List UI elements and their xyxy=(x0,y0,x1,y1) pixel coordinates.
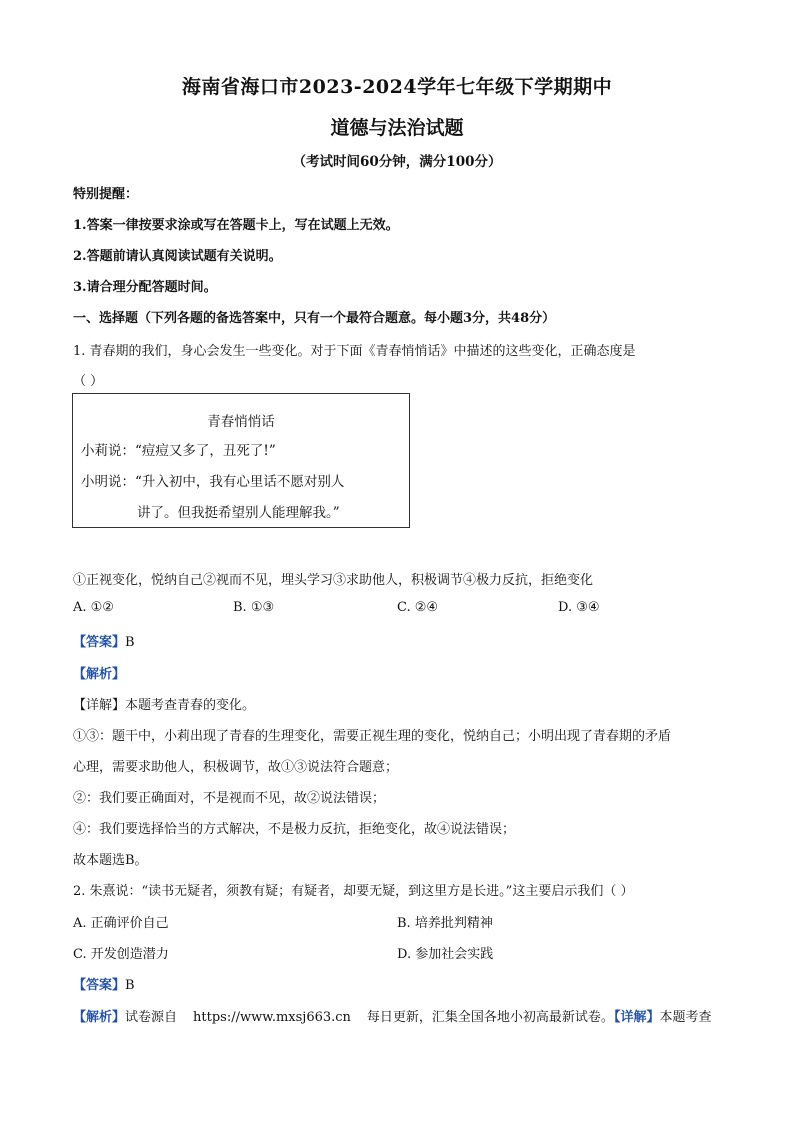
quote-line: 小莉说：“痘痘又多了，丑死了!” xyxy=(81,443,276,459)
notice-item: 2.答题前请认真阅读试题有关说明。 xyxy=(73,249,282,264)
analysis-line xyxy=(73,1006,711,1025)
question-1-choices: ①正视变化，悦纳自己②视而不见，埋头学习③求助他人，积极调节④极力反抗，拒绝变化 xyxy=(73,573,594,588)
analysis-tag: 【解析】 xyxy=(73,1010,126,1025)
option-a: A. 正确评价自己 xyxy=(73,916,169,931)
source-link[interactable]: https://www.mxsj663.cn xyxy=(193,1010,351,1025)
answer-tag: 【答案】 xyxy=(73,635,126,650)
quote-box xyxy=(72,393,410,528)
option-a: A. ①② xyxy=(73,600,114,615)
option-b: B. ①③ xyxy=(233,600,275,615)
notice-item: 3.请合理分配答题时间。 xyxy=(73,280,217,295)
question-1-paren: （ ） xyxy=(73,374,104,389)
option-b: B. 培养批判精神 xyxy=(397,916,493,931)
detail-line xyxy=(73,694,255,713)
quote-line: 讲了。但我挺希望别人能理解我。” xyxy=(137,505,340,521)
option-d: D. 参加社会实践 xyxy=(397,947,494,962)
exam-title-line2: 道德与法治试题 xyxy=(330,117,464,139)
analysis-tag: 【解析】 xyxy=(73,667,126,682)
exam-subtitle: （考试时间60分钟，满分100分） xyxy=(292,154,502,170)
notice-heading: 特别提醒： xyxy=(73,187,139,202)
option-d: D. ③④ xyxy=(558,600,600,615)
option-c: C. ②④ xyxy=(397,600,439,615)
detail-text: ④：我们要选择恰当的方式解决，不是极力反抗，拒绝变化，故④说法错误； xyxy=(73,822,516,837)
detail-text: ②：我们要正确面对，不是视而不见，故②说法错误； xyxy=(73,791,386,806)
detail-start: 本题考查 xyxy=(659,1010,712,1025)
answer-value: B xyxy=(125,635,135,650)
answer-value: B xyxy=(125,978,135,993)
answer-line xyxy=(73,974,135,993)
quote-line: 小明说：“升入初中，我有心里话不愿对别人 xyxy=(81,474,345,490)
section-heading: 一、选择题（下列各题的备选答案中，只有一个最符合题意。每小题3分，共48分） xyxy=(73,311,556,326)
option-c: C. 开发创造潜力 xyxy=(73,947,169,962)
detail-intro: 本题考查青春的变化。 xyxy=(125,698,256,713)
detail-tag: 【详解】 xyxy=(613,1010,660,1025)
quote-box-title: 青春悄悄话 xyxy=(207,414,275,430)
answer-line xyxy=(73,631,135,650)
detail-text: 故本题选B。 xyxy=(73,853,148,868)
detail-tag: 【详解】 xyxy=(73,698,126,713)
notice-item: 1.答案一律按要求涂或写在答题卡上，写在试题上无效。 xyxy=(73,218,399,233)
source-prefix: 试卷源自 xyxy=(125,1010,178,1025)
question-2-stem: 2. 朱熹说：“读书无疑者，须教有疑；有疑者，却要无疑，到这里方是长进。”这主要启示我们（ ） xyxy=(73,884,634,899)
analysis-line xyxy=(73,663,125,682)
question-1-stem: 1. 青春期的我们，身心会发生一些变化。对于下面《青春悄悄话》中描述的这些变化，正确态度是 xyxy=(73,344,636,359)
detail-text: 心理，需要求助他人，积极调节，故①③说法符合题意； xyxy=(73,760,399,775)
exam-title-line1: 海南省海口市2023-2024学年七年级下学期期中 xyxy=(181,76,613,98)
detail-text: ①③：题干中，小莉出现了青春的生理变化，需要正视生理的变化，悦纳自己；小明出现了青春期的矛盾 xyxy=(73,729,672,744)
answer-tag: 【答案】 xyxy=(73,978,126,993)
source-suffix: 每日更新，汇集全国各地小初高最新试卷。 xyxy=(366,1010,614,1025)
